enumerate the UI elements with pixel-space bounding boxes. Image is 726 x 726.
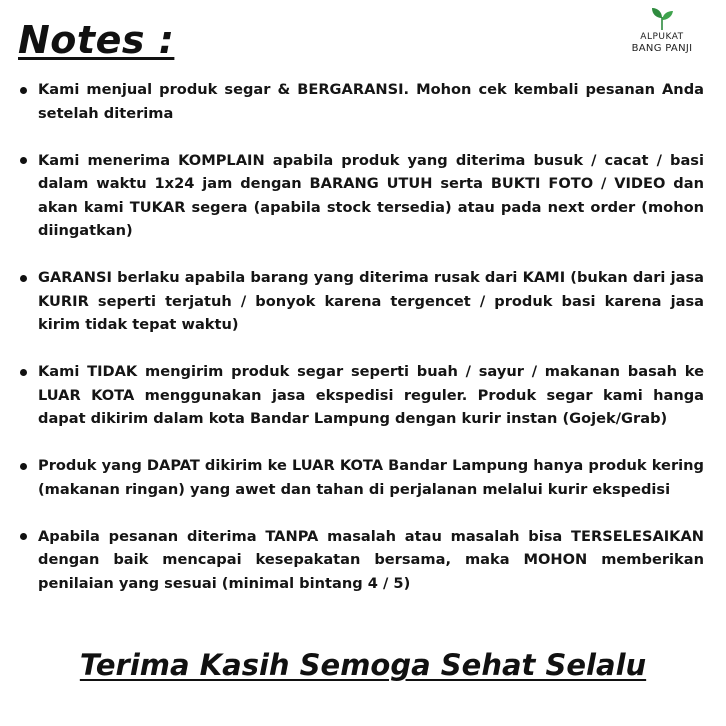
note-item — [18, 78, 704, 125]
bullet-icon — [20, 157, 27, 164]
closing-message: Terima Kasih Semoga Sehat Selalu — [79, 648, 647, 682]
note-item — [18, 454, 704, 501]
bullet-icon — [20, 87, 27, 94]
notes-list — [18, 78, 704, 619]
page-title: Notes : — [18, 18, 175, 62]
note-text: Kami menjual produk segar & BERGARANSI. Mohon cek kembali pesanan Anda setelah diterima — [38, 81, 704, 122]
note-item — [18, 525, 704, 596]
bullet-icon — [20, 533, 27, 540]
bullet-icon — [20, 369, 27, 376]
note-text: Kami TIDAK mengirim produk segar seperti buah / sayur / makanan basah ke LUAR KOTA menggunakan jasa ekspedisi reguler. Produk segar kami hanga dapat dikirim dalam kota Bandar Lampung dengan kurir instan (Gojek/Grab) — [38, 363, 704, 427]
note-text: Apabila pesanan diterima TANPA masalah atau masalah bisa TERSELESAIKAN dengan baik mencapai kesepakatan bersama, maka MOHON memberikan penilaian yang sesuai (minimal bintang 4 / 5) — [38, 527, 704, 592]
note-item — [18, 149, 704, 243]
brand-logo — [622, 6, 702, 64]
logo-text-line2: BANG PANJI — [631, 43, 693, 54]
leaf-sprout-icon — [649, 6, 675, 32]
bullet-icon — [20, 275, 27, 282]
note-text: Kami menerima KOMPLAIN apabila produk yang diterima busuk / cacat / basi dalam waktu 1x24 jam dengan BARANG UTUH serta BUKTI FOTO / VIDEO dan akan kami TUKAR segera (apabila stock tersedia) atau pada next order (mohon diingatkan) — [38, 151, 704, 239]
note-item — [18, 360, 704, 431]
note-item — [18, 266, 704, 337]
logo-text-line1: ALPUKAT — [640, 32, 684, 42]
note-text: Produk yang DAPAT dikirim ke LUAR KOTA Bandar Lampung hanya produk kering (makanan ringan) yang awet dan tahan di perjalanan melalui kurir ekspedisi — [38, 457, 704, 498]
note-text: GARANSI berlaku apabila barang yang diterima rusak dari KAMI (bukan dari jasa KURIR seperti terjatuh / bonyok karena tergencet / produk basi karena jasa kirim tidak tepat waktu) — [38, 269, 704, 333]
bullet-icon — [20, 463, 27, 470]
